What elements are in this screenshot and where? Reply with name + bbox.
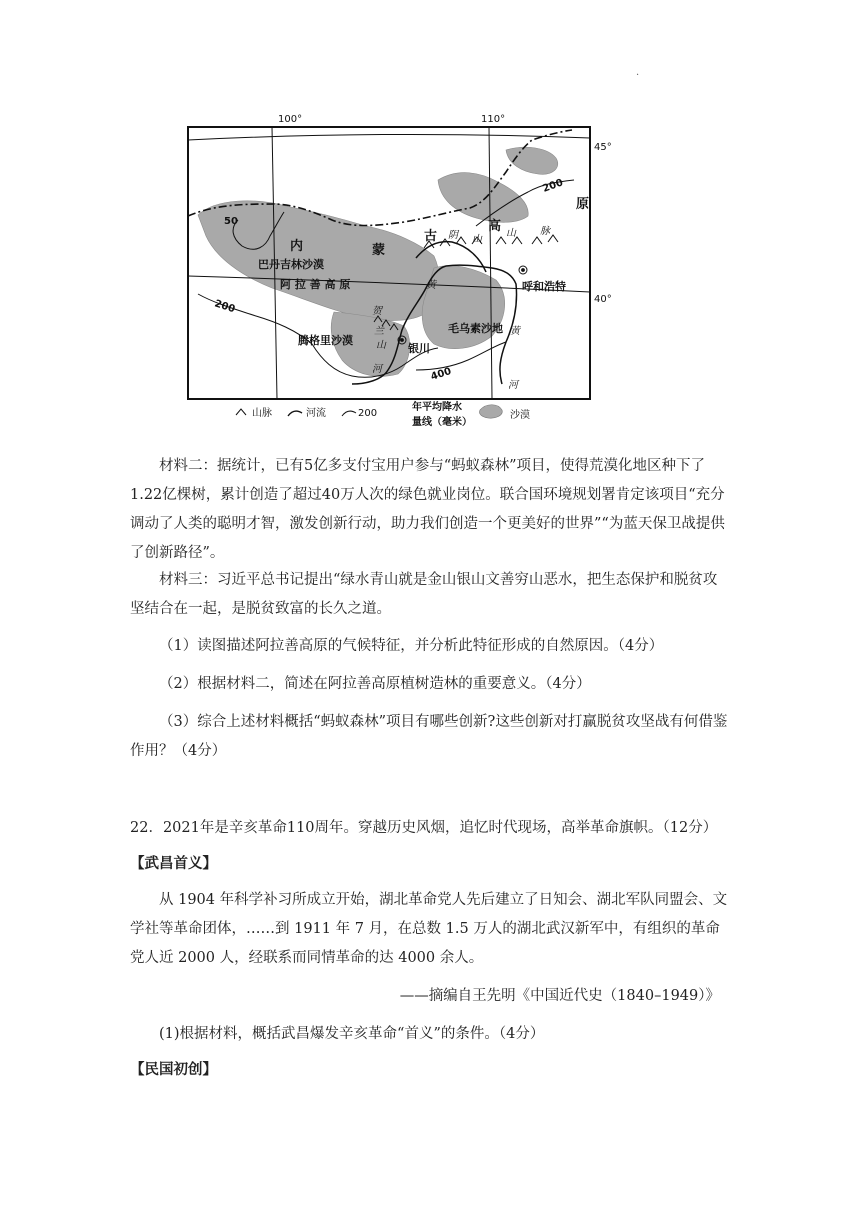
region-char-1: 内 <box>290 239 304 254</box>
mountain-char-1: 阴 <box>448 230 458 241</box>
mountain-char-3: 山 <box>506 228 516 239</box>
question-2: （2）根据材料二，简述在阿拉善高原植树造林的重要意义。（4分） <box>159 676 591 692</box>
legend-river-label: 河流 <box>306 408 326 419</box>
legend-desert-label: 沙漠 <box>510 410 530 421</box>
material-three: 材料三：习近平总书记提出“绿水青山就是金山银山文善穷山恶水，把生态保护和脱贫攻坚结合在一起，是脱贫致富的长久之道。 <box>130 572 718 617</box>
mountain-char-2: 山 <box>472 234 482 245</box>
map-figure <box>176 108 616 438</box>
isohyet-value-400: 400 <box>429 365 453 383</box>
isohyet-value-200-west: 200 <box>213 298 237 316</box>
sub-question-1: (1)根据材料，概括武昌爆发辛亥革命“首义”的条件。（4分） <box>159 1026 545 1042</box>
river-char-1: 黄 <box>426 280 436 291</box>
mountain-char-6: 兰 <box>374 326 384 337</box>
isohyet-value-200-east: 200 <box>541 177 565 195</box>
legend-mountain-label: 山脉 <box>252 408 272 419</box>
desert-northeast <box>438 173 528 223</box>
label-tengger-desert: 腾格里沙漠 <box>298 334 353 347</box>
heading-wuchang: 【武昌首义】 <box>130 855 217 872</box>
label-badain-desert: 巴丹吉林沙漠 <box>258 258 324 271</box>
legend-isohyet-value: 200 <box>358 408 378 419</box>
map-legend <box>236 400 530 428</box>
lat-label-45: 45° <box>594 142 612 153</box>
material-two: 材料二：据统计，已有5亿多支付宝用户参与“蚂蚁森林”项目，使得荒漠化地区种下了 1.22亿棵树，累计创造了超过40万人次的绿色就业岗位。联合国环境规划署肯定该项目“充分调动了人类的聪明才智，激发创新行动，助力我们创造一个更美好的世界”“为蓝天保卫战提供了创新路径”。 <box>130 458 725 561</box>
lat-label-40: 40° <box>594 294 612 305</box>
heading-minguo: 【民国初创】 <box>130 1061 217 1078</box>
river-char-2: 黄 <box>510 326 520 337</box>
region-char-4: 高 <box>488 219 502 234</box>
legend-river-symbol <box>288 411 302 416</box>
lon-label-100: 100° <box>278 114 303 125</box>
label-hohhot: 呼和浩特 <box>522 280 566 293</box>
question-22: 22．2021年是辛亥革命110周年。穿越历史风烟，追忆时代现场，高举革命旗帜。（12分） <box>130 820 718 836</box>
mountain-char-4: 脉 <box>540 226 550 237</box>
mountain-char-5: 贺 <box>372 306 382 317</box>
river-char-4: 河 <box>508 380 518 391</box>
river-char-3: 河 <box>372 364 382 375</box>
legend-isohyet-label-2: 量线（毫米） <box>412 417 472 428</box>
isohyet-value-50: 50 <box>224 216 238 227</box>
legend-isohyet-symbol <box>342 411 356 416</box>
region-char-2: 蒙 <box>372 243 386 258</box>
region-char-5: 原 <box>576 197 590 212</box>
question-1: （1）读图描述阿拉善高原的气候特征，并分析此特征形成的自然原因。（4分） <box>159 638 664 654</box>
legend-mountain-symbol <box>236 409 246 415</box>
legend-desert-swatch <box>479 405 502 418</box>
mountain-char-7: 山 <box>376 340 386 351</box>
question-3: （3）综合上述材料概括“蚂蚁森林”项目有哪些创新?这些创新对打赢脱贫攻坚战有何借鉴作用？（4分） <box>130 714 728 759</box>
label-mu-us-sandland: 毛乌素沙地 <box>448 322 503 335</box>
wuchang-material: 从 1904 年科学补习所成立开始，湖北革命党人先后建立了日知会、湖北军队同盟会、文学社等革命团体，……到 1911 年 7 月，在总数 1.5 万人的湖北武汉新军中，有组织的革命党人近 2000 人，经联系而同情革命的达 4000 余人。 <box>130 892 728 966</box>
lon-label-110: 110° <box>481 114 506 125</box>
region-char-3: 古 <box>424 229 438 244</box>
desert-mu-us <box>422 266 505 349</box>
page-mark: · <box>636 70 640 81</box>
source-citation: ——摘编自王先明《中国近代史（1840–1949）》 <box>399 988 720 1004</box>
label-alxa-plateau: 阿 拉 善 高 原 <box>280 278 351 291</box>
legend-isohyet-label-1: 年平均降水 <box>412 402 462 413</box>
label-yinchuan: 银川 <box>408 342 430 355</box>
